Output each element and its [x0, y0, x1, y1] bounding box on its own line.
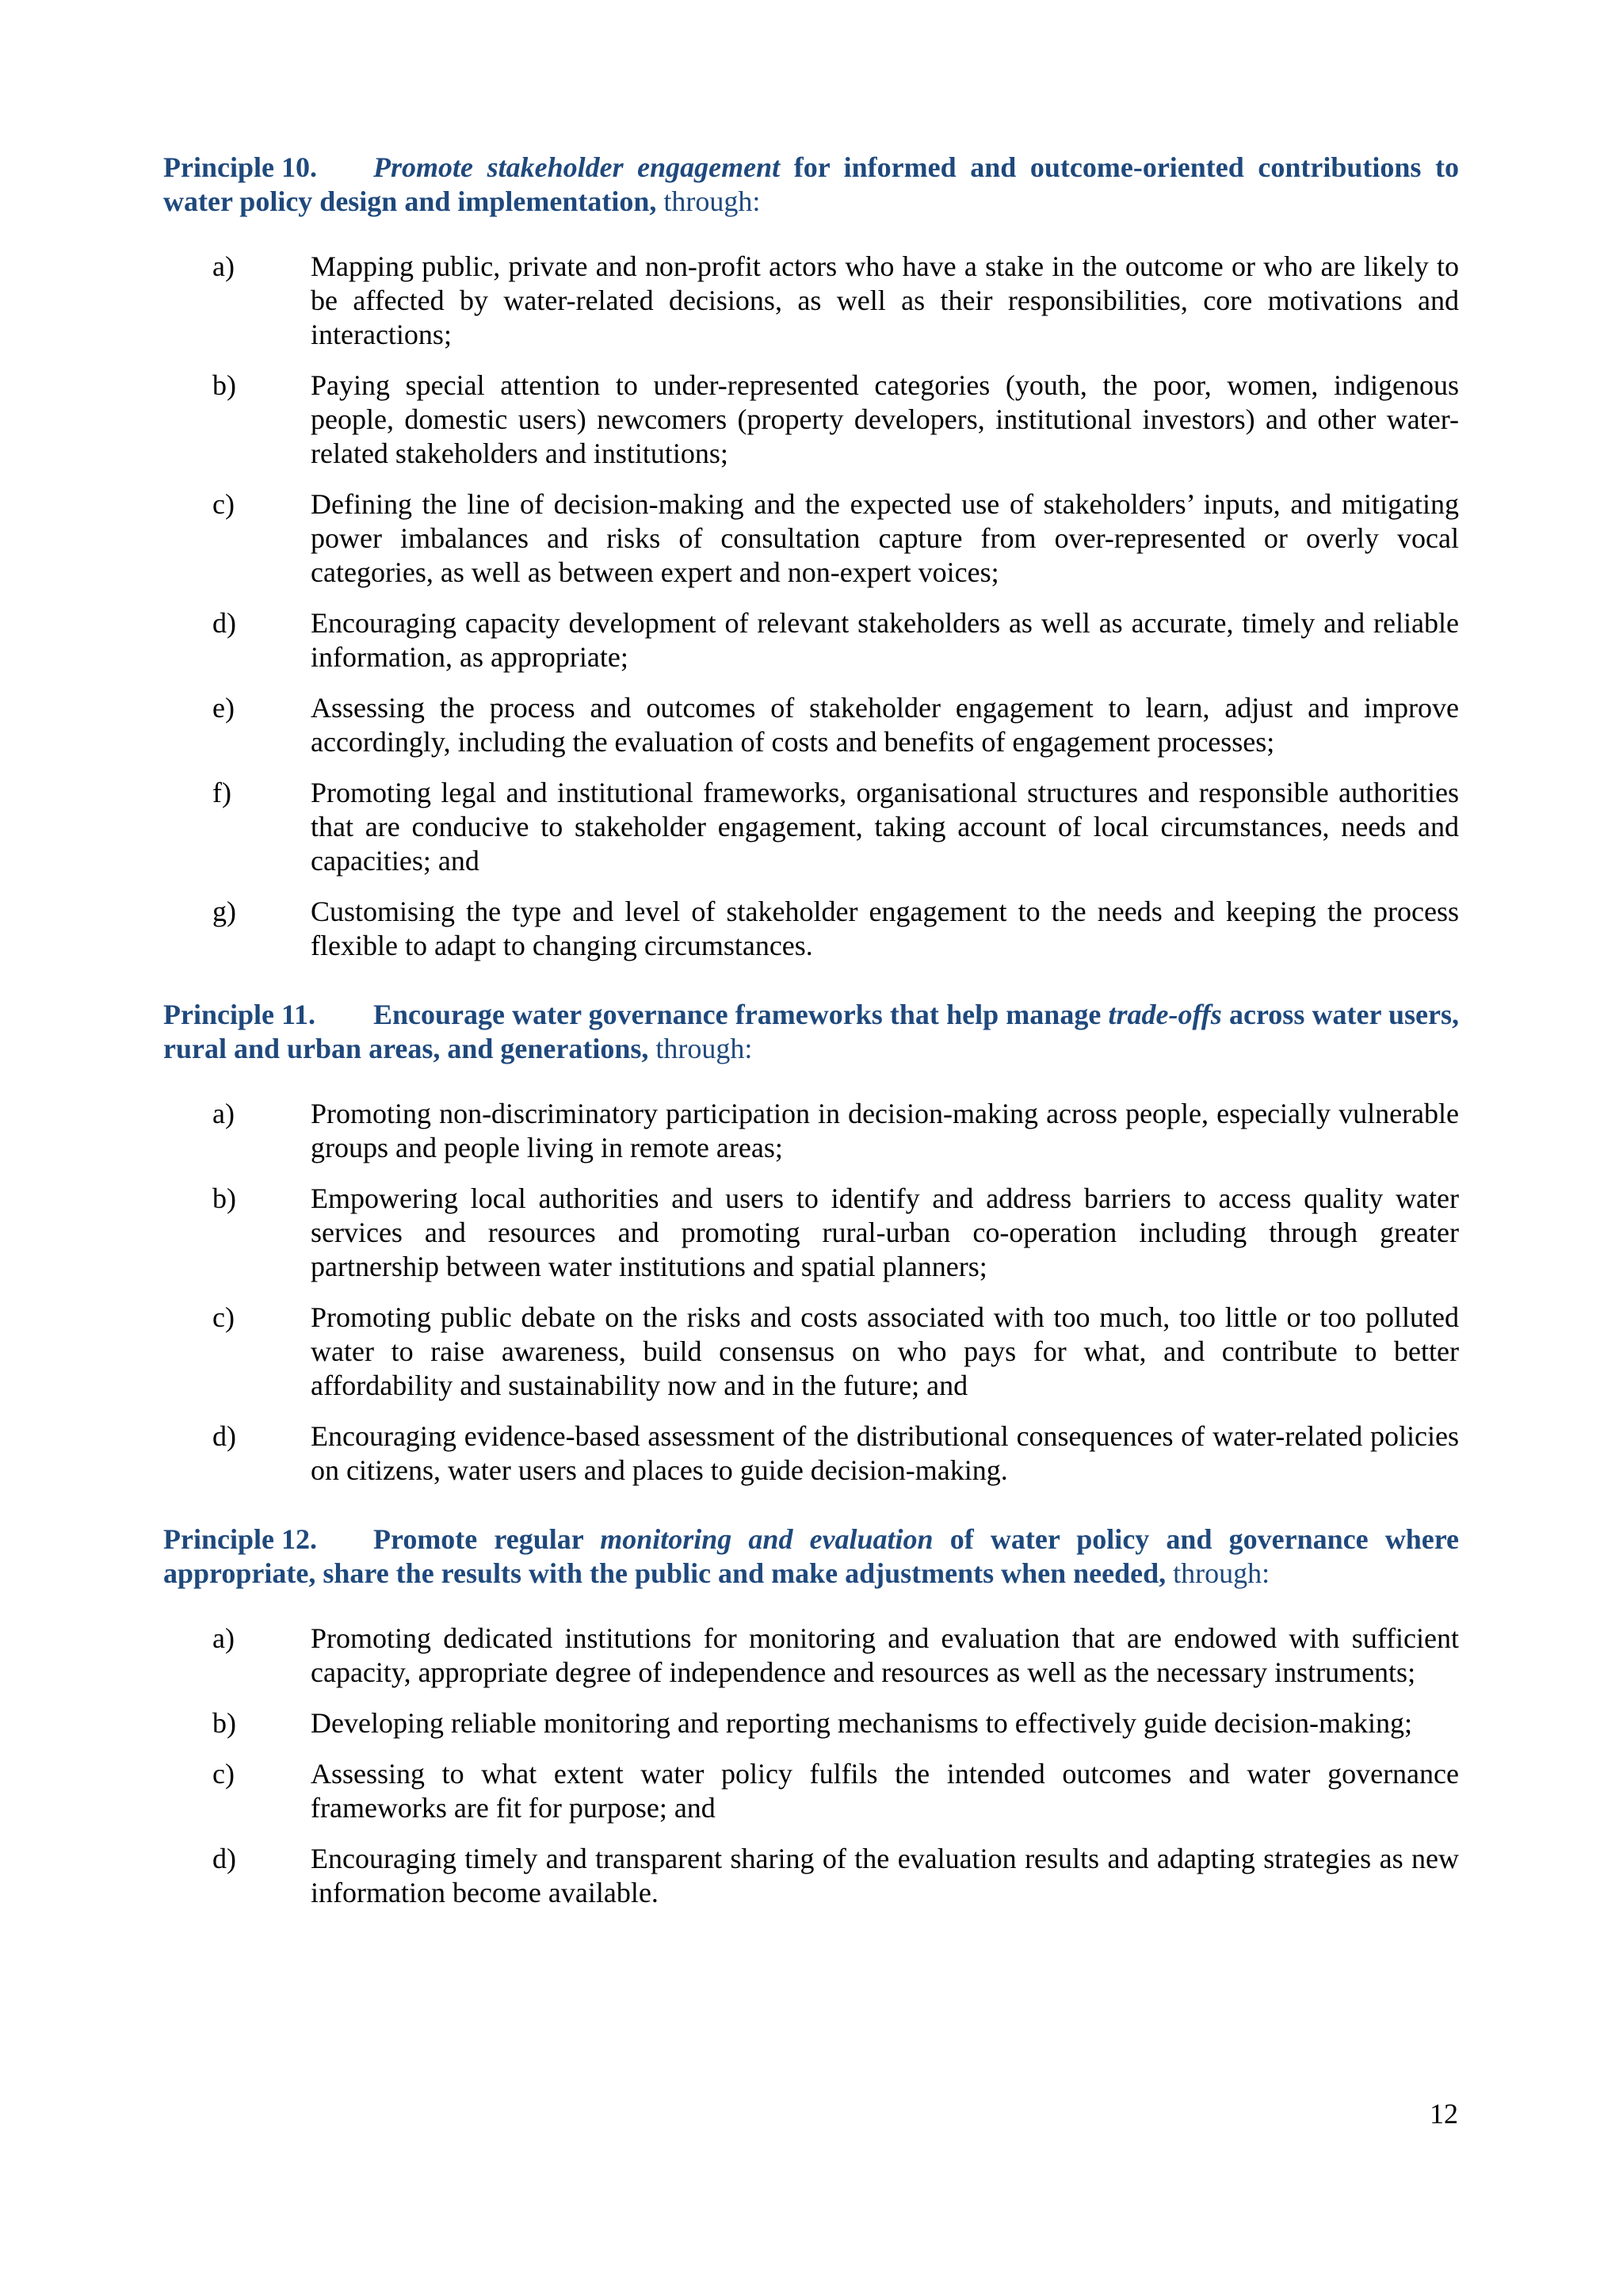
- list-item: [212, 487, 1459, 590]
- list-item: [212, 1622, 1459, 1690]
- principle-10-list: [163, 250, 1459, 963]
- list-marker: c): [212, 1758, 235, 1790]
- list-marker: d): [212, 1420, 236, 1452]
- list-item: [212, 776, 1459, 878]
- list-item: [212, 606, 1459, 674]
- list-item: [212, 1419, 1459, 1488]
- list-marker: b): [212, 369, 236, 401]
- list-marker: d): [212, 607, 236, 639]
- principle-12-number: Principle 12.: [163, 1523, 317, 1555]
- list-item: [212, 1706, 1459, 1740]
- principle-10-head-italic: Promote stakeholder engagement: [373, 151, 781, 183]
- principle-12-heading: [163, 1522, 1459, 1591]
- principle-11-heading: [163, 998, 1459, 1066]
- list-marker: b): [212, 1707, 236, 1739]
- list-item-text: Mapping public, private and non-profit actors who have a stake in the outcome or who are likely to be affected by water-related decisions, as well as their responsibilities, core motivations and interactions;: [311, 250, 1459, 350]
- principle-12-list: [163, 1622, 1459, 1910]
- list-marker: a): [212, 1098, 235, 1129]
- list-item: [212, 691, 1459, 759]
- list-item-text: Promoting dedicated institutions for monitoring and evaluation that are endowed with sufficient capacity, appropriate degree of independence and resources as well as the necessary instruments;: [311, 1622, 1459, 1688]
- principle-12-head-text-2: of water policy and governance where appropriate, share the results with the public and make adjustments when needed,: [163, 1523, 1460, 1589]
- principle-10-head-text: for informed and outcome-oriented contributions to water policy design and implementation,: [163, 151, 1459, 217]
- list-item-text: Defining the line of decision-making and the expected use of stakeholders’ inputs, and mitigating power imbalances and risks of consultation capture from over-represented or overly vocal categories, as well as between expert and non-expert voices;: [311, 488, 1459, 588]
- list-item: [212, 1757, 1459, 1825]
- principle-11-list: [163, 1097, 1459, 1488]
- list-marker: a): [212, 1622, 235, 1654]
- list-item-text: Encouraging timely and transparent sharing of the evaluation results and adapting strategies as new information become available.: [311, 1843, 1459, 1908]
- principle-11-head-text-2: across water users, rural and urban areas, and generations,: [163, 999, 1459, 1064]
- list-item: [212, 1097, 1459, 1165]
- list-item: [212, 369, 1459, 471]
- list-marker: a): [212, 250, 235, 282]
- principle-10-through: through:: [656, 185, 761, 217]
- list-item: [212, 1301, 1459, 1403]
- principle-11-through: through:: [648, 1033, 753, 1064]
- principle-10-section: [163, 151, 1459, 963]
- principle-12-section: [163, 1522, 1459, 1910]
- list-item-text: Customising the type and level of stakeholder engagement to the needs and keeping the process flexible to adapt to changing circumstances.: [311, 896, 1459, 961]
- list-marker: f): [212, 777, 231, 808]
- list-item-text: Promoting legal and institutional frameworks, organisational structures and responsible authorities that are conducive to stakeholder engagement, taking account of local circumstances, needs and capacities; and: [311, 777, 1459, 877]
- list-item: [212, 250, 1459, 352]
- principle-10-heading: [163, 151, 1459, 219]
- list-marker: c): [212, 1301, 235, 1333]
- list-item-text: Encouraging evidence-based assessment of the distributional consequences of water-related policies on citizens, water users and places to guide decision-making.: [311, 1420, 1459, 1486]
- principle-11-section: [163, 998, 1459, 1488]
- list-item-text: Developing reliable monitoring and reporting mechanisms to effectively guide decision-making;: [311, 1707, 1412, 1739]
- principle-12-through: through:: [1166, 1557, 1270, 1589]
- principle-11-head-text-1: Encourage water governance frameworks that help manage: [373, 999, 1109, 1030]
- list-item-text: Assessing to what extent water policy fulfils the intended outcomes and water governance frameworks are fit for purpose; and: [311, 1758, 1459, 1824]
- principle-11-head-italic: trade-offs: [1108, 999, 1222, 1030]
- list-item-text: Assessing the process and outcomes of stakeholder engagement to learn, adjust and improve accordingly, including the evaluation of costs and benefits of engagement processes;: [311, 692, 1459, 758]
- list-marker: g): [212, 896, 236, 927]
- list-marker: e): [212, 692, 235, 724]
- list-item: [212, 1842, 1459, 1910]
- list-item: [212, 895, 1459, 963]
- list-item: [212, 1182, 1459, 1284]
- principle-10-number: Principle 10.: [163, 151, 317, 183]
- list-item-text: Encouraging capacity development of relevant stakeholders as well as accurate, timely and reliable information, as appropriate;: [311, 607, 1459, 673]
- principle-12-head-text-1: Promote regular: [373, 1523, 601, 1555]
- list-item-text: Promoting non-discriminatory participation in decision-making across people, especially vulnerable groups and people living in remote areas;: [311, 1098, 1459, 1163]
- list-marker: c): [212, 488, 235, 520]
- list-item-text: Paying special attention to under-represented categories (youth, the poor, women, indigenous people, domestic users) newcomers (property developers, institutional investors) and other water-related stakeholders and institutions;: [311, 369, 1459, 469]
- principle-12-head-italic: monitoring and evaluation: [600, 1523, 934, 1555]
- list-item-text: Empowering local authorities and users to identify and address barriers to access quality water services and resources and promoting rural-urban co-operation including through greater partnership between water institutions and spatial planners;: [311, 1182, 1459, 1282]
- document-page: [163, 151, 1459, 1945]
- list-marker: b): [212, 1182, 236, 1214]
- list-marker: d): [212, 1843, 236, 1874]
- list-item-text: Promoting public debate on the risks and costs associated with too much, too little or too polluted water to raise awareness, build consensus on who pays for what, and contribute to better affordability and sustainability now and in the future; and: [311, 1301, 1459, 1401]
- page-number: 12: [1430, 2098, 1458, 2130]
- principle-11-number: Principle 11.: [163, 999, 315, 1030]
